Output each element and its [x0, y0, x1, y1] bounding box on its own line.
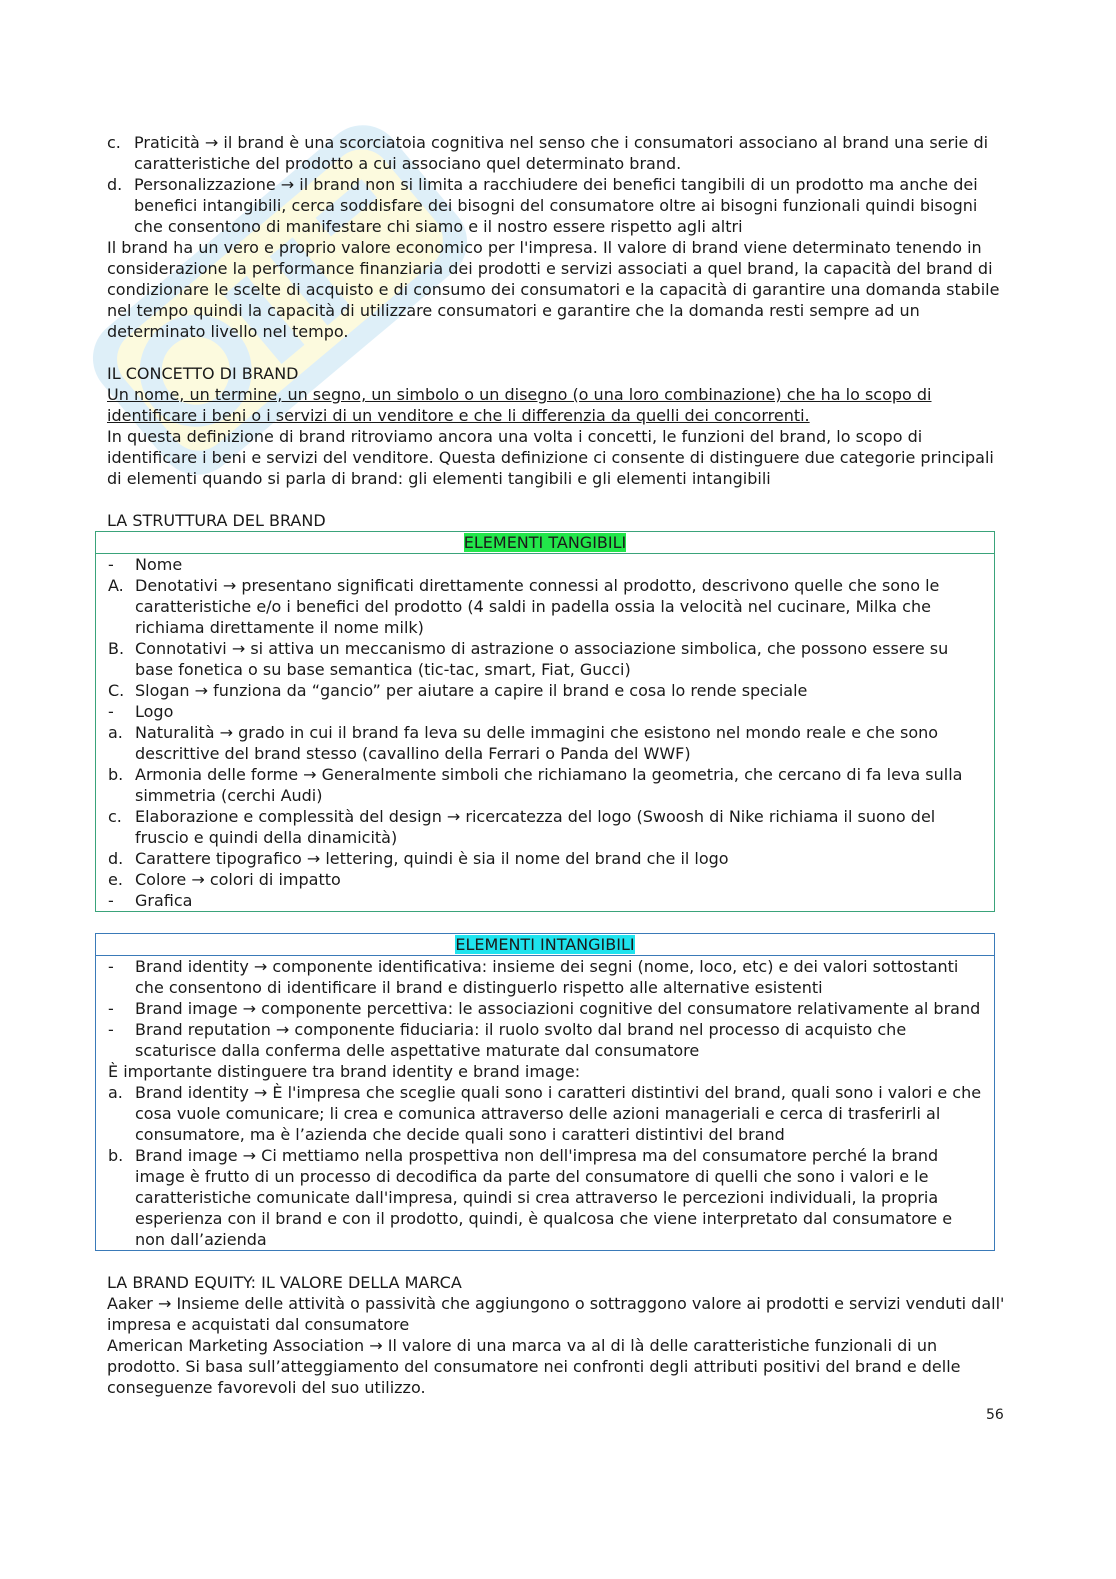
list-marker: c. [108, 807, 122, 826]
page-number: 56 [986, 1407, 1004, 1423]
list-item [108, 554, 986, 575]
list-text: Elaborazione e complessità del design → ricercatezza del logo (Swoosh di Nike richiama il suono del fruscio e quindi della dinamicità) [135, 807, 936, 847]
list-marker: a. [108, 723, 123, 742]
list-item [108, 890, 986, 911]
list-marker: - [108, 999, 114, 1018]
list-item [108, 1082, 986, 1145]
list-text: Brand identity → È l'impresa che sceglie quali sono i caratteri distintivi del brand, quali sono i valori e che cosa vuole comunicare; li crea e comunica attraverso delle azioni manageriali e cerca di trasferirli al consumatore, ma è l’azienda che decide quali sono i caratteri distintivi del brand [135, 1083, 982, 1144]
list-text: Brand reputation → componente fiduciaria: il ruolo svolto dal brand nel processo di acquisto che scaturisce dalla conferma delle aspettative maturate dal consumatore [135, 1020, 907, 1060]
list-item [108, 869, 986, 890]
list-marker: c. [107, 133, 121, 152]
list-item [108, 722, 986, 764]
paragraph-brand-value: Il brand ha un vero e proprio valore economico per l'impresa. Il valore di brand viene determinato tenendo in considerazione la performance finanziaria dei prodotti e servizi associati a quel brand, la capacità del brand di condizionare le scelte di acquisto e di consumo dei consumatori e la capacità di garantire una domanda stabile nel tempo quindi la capacità di utilizzare consumatori e garantire che la domanda resti sempre ad un determinato livello nel tempo. [107, 238, 1000, 341]
list-item [108, 764, 986, 806]
list-text: Colore → colori di impatto [135, 870, 341, 889]
list-text: Grafica [135, 891, 193, 910]
list-marker: d. [108, 849, 124, 868]
intangible-header [96, 934, 994, 956]
section-heading-equity: LA BRAND EQUITY: IL VALORE DELLA MARCA [107, 1273, 462, 1292]
intangible-elements-box [95, 933, 995, 1251]
intangible-note: È importante distinguere tra brand identity e brand image: [108, 1062, 581, 1081]
paragraph-ama: American Marketing Association → Il valore di una marca va al di là delle caratteristiche funzionali di un prodotto. Si basa sull’atteggiamento del consumatore nei confronti degli attributi positivi del brand e delle conseguenze favorevoli del suo utilizzo. [107, 1336, 961, 1397]
list-text: Naturalità → grado in cui il brand fa leva su delle immagini che esistono nel mondo reale e che sono descrittive del brand stesso (cavallino della Ferrari o Panda del WWF) [135, 723, 939, 763]
list-text: Denotativi → presentano significati direttamente connessi al prodotto, descrivono quelle che sono le caratteristiche e/o i benefici del prodotto (4 saldi in padella ossia la velocità nel cucinare, Milka che richiama direttamente il nome milk) [135, 576, 940, 637]
list-text: Armonia delle forme → Generalmente simboli che richiamano la geometria, che cercano di fa leva sulla simmetria (cerchi Audi) [135, 765, 963, 805]
list-text: Personalizzazione → il brand non si limita a racchiudere dei benefici tangibili di un prodotto ma anche dei benefici intangibili, cerca soddisfare dei bisogni del consumatore oltre ai bisogni funzionali quindi bisogni che consentono di manifestare chi siamo e il nostro essere rispetto agli altri [134, 175, 978, 236]
tangible-title: ELEMENTI TANGIBILI [463, 533, 627, 552]
list-item [108, 701, 986, 722]
list-marker: - [108, 555, 114, 574]
brand-definition: Un nome, un termine, un segno, un simbolo o un disegno (o una loro combinazione) che ha lo scopo di identificare i beni o i servizi di un venditore e che li differenzia da quelli dei concorrenti. [107, 385, 932, 425]
list-item [108, 806, 986, 848]
list-item [108, 848, 986, 869]
list-text: Brand image → componente percettiva: le associazioni cognitive del consumatore relativamente al brand [135, 999, 981, 1018]
list-marker: B. [108, 639, 125, 658]
list-text: Brand identity → componente identificativa: insieme dei segni (nome, loco, etc) e dei valori sottostanti che consentono di identificare il brand e distinguerlo rispetto alle alternative esistenti [135, 957, 959, 997]
list-item [108, 1145, 986, 1250]
list-item [108, 956, 986, 998]
paragraph-concept: In questa definizione di brand ritroviamo ancora una volta i concetti, le funzioni del brand, lo scopo di identificare i beni e servizi del venditore. Questa definizione ci consente di distinguere due categorie principali di elementi quando si parla di brand: gli elementi tangibili e gli elementi intangibili [107, 427, 994, 488]
list-item [108, 638, 986, 680]
list-marker: C. [108, 681, 125, 700]
list-text: Nome [135, 555, 183, 574]
section-heading-structure: LA STRUTTURA DEL BRAND [107, 511, 326, 530]
list-marker: A. [108, 576, 124, 595]
list-text: Connotativi → si attiva un meccanismo di astrazione o associazione simbolica, che possono essere su base fonetica o su base semantica (tic-tac, smart, Fiat, Gucci) [135, 639, 949, 679]
list-item [107, 174, 1007, 237]
list-marker: - [108, 957, 114, 976]
list-item [107, 132, 1007, 174]
list-marker: - [108, 891, 114, 910]
list-text: Slogan → funziona da “gancio” per aiutare a capire il brand e cosa lo rende speciale [135, 681, 808, 700]
paragraph-aaker: Aaker → Insieme delle attività o passività che aggiungono o sottraggono valore ai prodotti e servizi venduti dall' impresa e acquistati dal consumatore [107, 1294, 1005, 1334]
list-marker: - [108, 1020, 114, 1039]
list-item [108, 1019, 986, 1061]
list-marker: b. [108, 1146, 124, 1165]
tangible-elements-box [95, 531, 995, 912]
document-page [107, 132, 1007, 1398]
list-marker: d. [107, 175, 123, 194]
intangible-title: ELEMENTI INTANGIBILI [455, 935, 635, 954]
list-marker: b. [108, 765, 124, 784]
list-item [108, 575, 986, 638]
list-text: Carattere tipografico → lettering, quindi è sia il nome del brand che il logo [135, 849, 729, 868]
list-item [108, 998, 986, 1019]
list-marker: a. [108, 1083, 123, 1102]
tangible-header [96, 532, 994, 554]
list-item [108, 680, 986, 701]
list-marker: e. [108, 870, 123, 889]
list-marker: - [108, 702, 114, 721]
list-text: Logo [135, 702, 174, 721]
list-text: Brand image → Ci mettiamo nella prospettiva non dell'impresa ma del consumatore perché la brand image è frutto di un processo di decodifica da parte del consumatore di quelli che sono i valori e le caratteristiche comunicate dall'impresa, quindi si crea attraverso le percezioni individuali, la propria esperienza con il brand e con il prodotto, quindi, è qualcosa che viene interpretato dal consumatore e non dall’azienda [135, 1146, 953, 1249]
list-text: Praticità → il brand è una scorciatoia cognitiva nel senso che i consumatori associano al brand una serie di caratteristiche del prodotto a cui associano quel determinato brand. [134, 133, 989, 173]
section-heading-concept: IL CONCETTO DI BRAND [107, 364, 299, 383]
